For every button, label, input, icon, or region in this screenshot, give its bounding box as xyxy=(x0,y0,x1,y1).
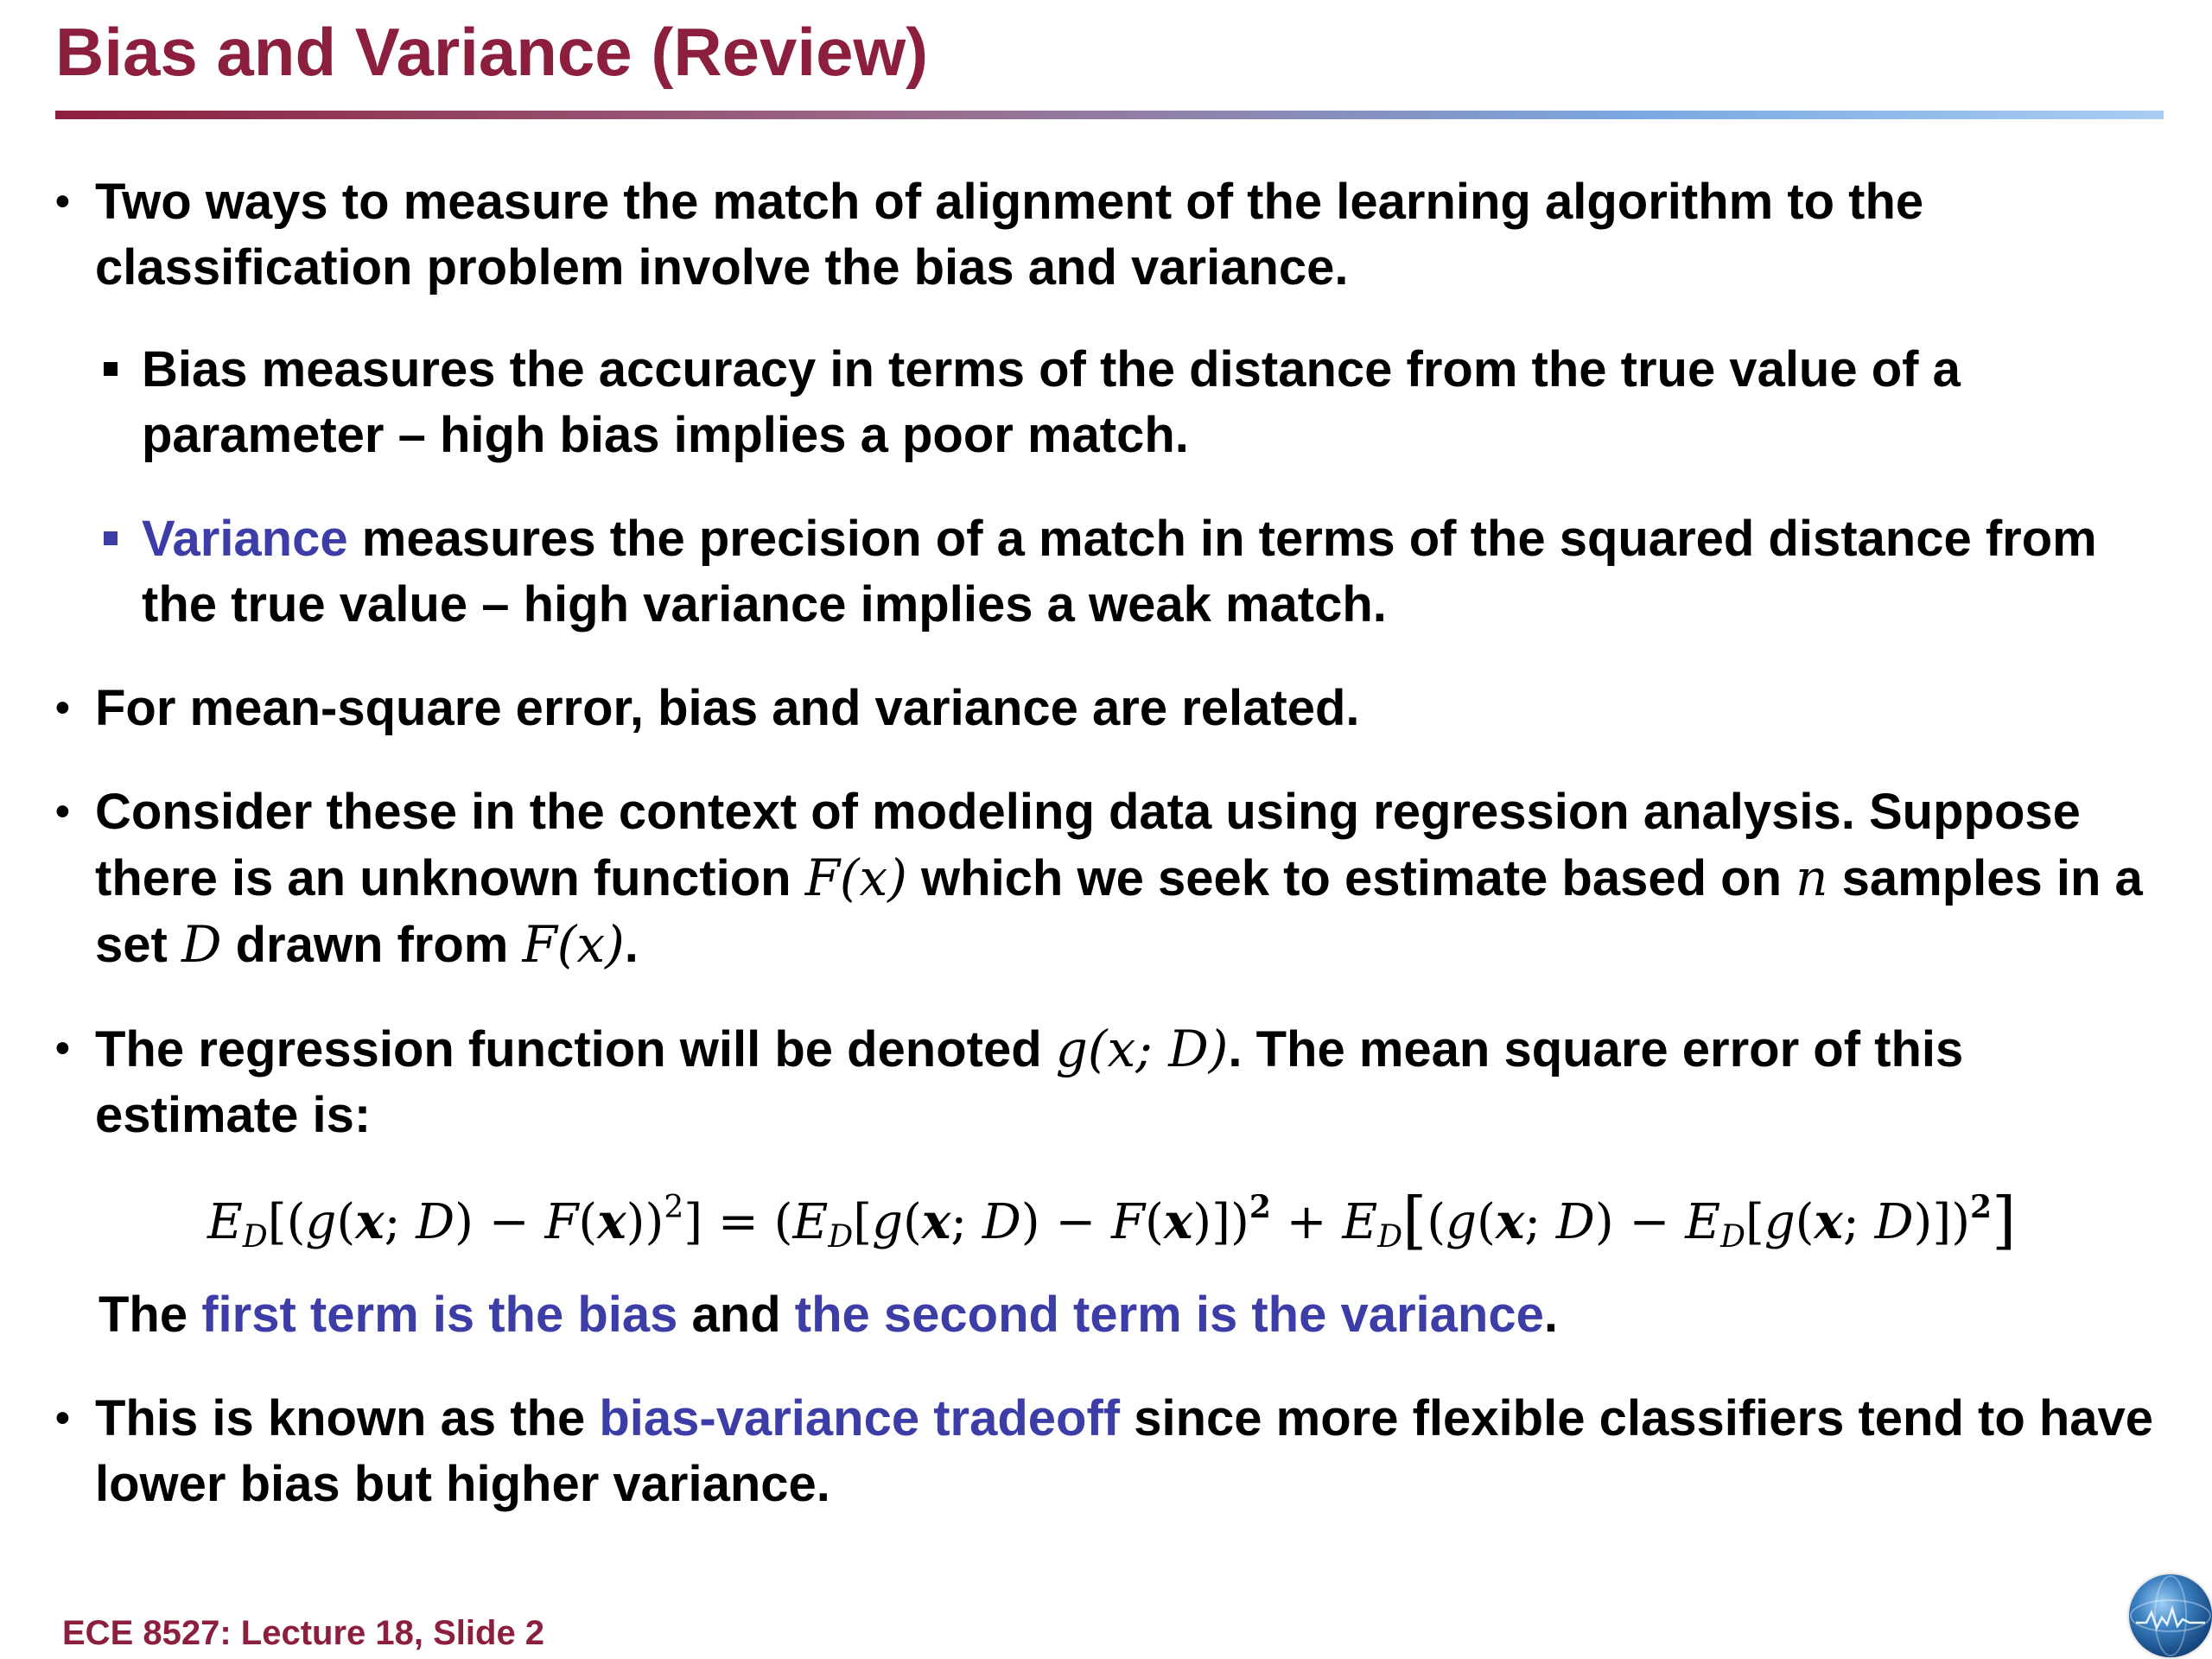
sub-bullet-bias xyxy=(55,337,2164,468)
square-bullet xyxy=(104,531,118,545)
math-F-of-x: F(x) xyxy=(804,849,907,907)
slide-title: Bias and Variance (Review) xyxy=(55,14,929,90)
bullet-1 xyxy=(55,169,2164,301)
bullet-dot: • xyxy=(55,1395,70,1441)
bullet-3-text-3: samples in a set xyxy=(95,850,2143,973)
bullet-3-text-4: drawn from xyxy=(221,917,523,973)
bullet-dot: • xyxy=(55,789,70,835)
sub-bullet-variance-text: measures the precision of a match in terms of the squared distance from the true value – high variance implies a weak match. xyxy=(142,511,2097,632)
tradeoff-highlight: bias-variance tradeoff xyxy=(599,1390,1121,1446)
globe-logo-icon xyxy=(2129,1574,2212,1657)
sub-bullet-bias-text: Bias measures the accuracy in terms of the distance from the true value of a parameter – high bias implies a poor match. xyxy=(142,341,1961,463)
math-g-x-D: g(x; D) xyxy=(1055,1020,1229,1078)
bullet-dot: • xyxy=(55,1026,70,1071)
bullet-3-text-1: Consider these in the context of modeling data using regression analysis. Suppose there is an unknown function xyxy=(95,784,2081,906)
mse-equation: $E_D[(g(x$; $D) - F(x))^2] = (E_D[g(x$; $D) - F(x)])^2 + E_D[(g(x$; $D) - E_D[g(x$; D)])$^2$] xyxy=(207,1184,2017,1256)
bullet-4-text-1: The regression function will be denoted xyxy=(95,1021,1056,1077)
variance-term: Variance xyxy=(142,511,348,567)
title-underline xyxy=(55,111,2164,119)
bias-term-highlight: first term is the bias xyxy=(201,1287,678,1343)
math-D: D xyxy=(181,915,222,974)
slide-footer: ECE 8527: Lecture 18, Slide 2 xyxy=(62,1614,545,1652)
explanation-text-3: . xyxy=(1543,1287,1558,1343)
bullet-dot: • xyxy=(55,685,70,731)
slide-body xyxy=(55,169,2164,1517)
math-n: n xyxy=(1796,849,1828,907)
bullet-4 xyxy=(55,1016,2164,1348)
math-F-of-x: F(x) xyxy=(522,915,625,974)
bullet-1-text: Two ways to measure the match of alignment of the learning algorithm to the classification problem involve the bias and variance. xyxy=(95,174,1924,296)
bullet-5 xyxy=(55,1386,2164,1517)
bullet-3 xyxy=(55,779,2164,978)
bullet-3-text-5: . xyxy=(624,917,639,973)
variance-term-highlight: the second term is the variance xyxy=(794,1287,1544,1343)
explanation-text-1: The xyxy=(99,1287,202,1343)
square-bullet xyxy=(104,362,118,376)
bullet-2-text: For mean-square error, bias and variance are related. xyxy=(95,680,1360,736)
bullet-5-text-2: since more flexible classifiers tend to have lower bias but higher variance. xyxy=(95,1390,2154,1512)
bias-variance-explanation xyxy=(99,1282,2164,1348)
sub-bullet-variance xyxy=(55,506,2164,638)
bullet-3-text-2: which we seek to estimate based on xyxy=(906,850,1796,906)
explanation-text-2: and xyxy=(677,1287,795,1343)
bullet-2 xyxy=(55,676,2164,741)
bullet-dot: • xyxy=(55,179,70,225)
bullet-4-text-2: . The mean square error of this estimate is: xyxy=(95,1021,1964,1143)
bullet-5-text-1: This is known as the xyxy=(95,1390,600,1446)
